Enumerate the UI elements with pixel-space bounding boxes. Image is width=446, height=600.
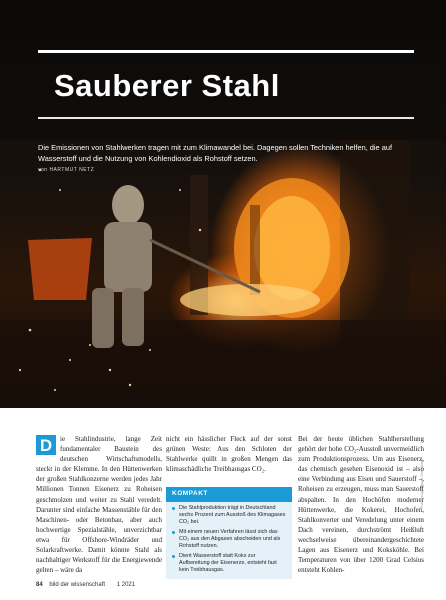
kompakt-heading: KOMPAKT	[166, 487, 292, 502]
article-column-2	[166, 434, 292, 474]
bullet-icon	[172, 507, 175, 510]
column-3-text: Bei der heute üblichen Stahlherstellung gehört der hohe CO₂-Ausstoß unvermeidlich zum Produktionsprozess. Um aus Eisenerz, das chemisch gesehen Eisenoxid ist – also eine Verbindung aus Eisen und Sauerstoff –, Roheisen zu erzeugen, muss man Sauerstoff abspalten. In den Hochöfen moderner Hüttenwerke, die Kokerei, Hochofen, Stahlkonverter und Veredelung unter einem Dach vereinen, durchströmt Heißluft wechselweise übereinandergeschichtete Lagen aus Eisenerz und Koksköhle. Bei Temperaturen von über 1200 Grad Celsius entsteht Kohlen-	[298, 435, 424, 575]
photo-credit: Foto: Imago/Rupert Oberhäuser	[420, 458, 424, 508]
article-column-3	[298, 434, 424, 575]
kompakt-item-text: Dient Wasserstoff statt Koks zur Aufbereitung der Eisenerze, entsteht fast kein Treibhausgas.	[179, 553, 277, 573]
column-2-text: nicht ein hässlicher Fleck auf der sonst grünen Weste: Aus den Schloten der Stahlwerke quillt in großen Mengen das klimaschädliche Treibhausgas CO₂.	[166, 435, 292, 474]
article-byline: von HARTMUT NETZ	[38, 167, 95, 173]
drop-cap: D	[36, 435, 56, 455]
kompakt-item	[172, 529, 287, 550]
article-title: Sauberer Stahl	[54, 68, 280, 103]
kompakt-list	[166, 502, 292, 574]
article-lead: Die Emissionen von Stahlwerken tragen mit zum Klimawandel bei. Dagegen sollen Techniken helfen, die auf Wasserstoff und die Nutzung von Kohlendioxid als Rohstoff setzen.	[38, 143, 392, 163]
page-footer	[36, 582, 135, 588]
kompakt-item-text: Die Stahlproduktion trägt in Deutschland sechs Prozent zum Ausstoß des Klimagases CO₂ bei.	[179, 505, 286, 525]
kompakt-item-text: Mit einem neuen Verfahren lässt sich das CO₂ aus den Abgasen abscheiden und als Rohstoff nutzen.	[179, 529, 281, 549]
bullet-icon	[172, 555, 175, 558]
article-column-1	[36, 434, 162, 575]
bullet-icon	[172, 531, 175, 534]
title-top-rule	[38, 50, 414, 53]
issue-number: 1 2021	[116, 582, 136, 588]
column-1-text: ie Stahlindustrie, lange Zeit fundamentaler Baustein des deutschen Wirtschaftsmodells, steckt in der Klemme. In den Hüttenwerken der großen Stahlkonzerne werden jedes Jahr Millionen Tonnen Eisenerz zu Roheisen geschmolzen und weiter zu Stahl veredelt. Darunter sind einfache Massenstähle für den Maschinen- oder Betonbau, aber auch hochwertige Spezialstähle, unverzichtbar etwa für Offshore-Windräder und Solarkraftwerke. Damit könnte Stahl als nachhaltiger Werkstoff für die Energiewende gelten – wäre da	[36, 435, 162, 575]
title-bottom-rule	[38, 117, 414, 119]
magazine-name: bild der wissenschaft	[49, 582, 106, 588]
kompakt-item	[172, 505, 287, 526]
kompakt-item	[172, 553, 287, 574]
kompakt-box	[166, 487, 292, 579]
page-number: 84	[36, 582, 43, 588]
